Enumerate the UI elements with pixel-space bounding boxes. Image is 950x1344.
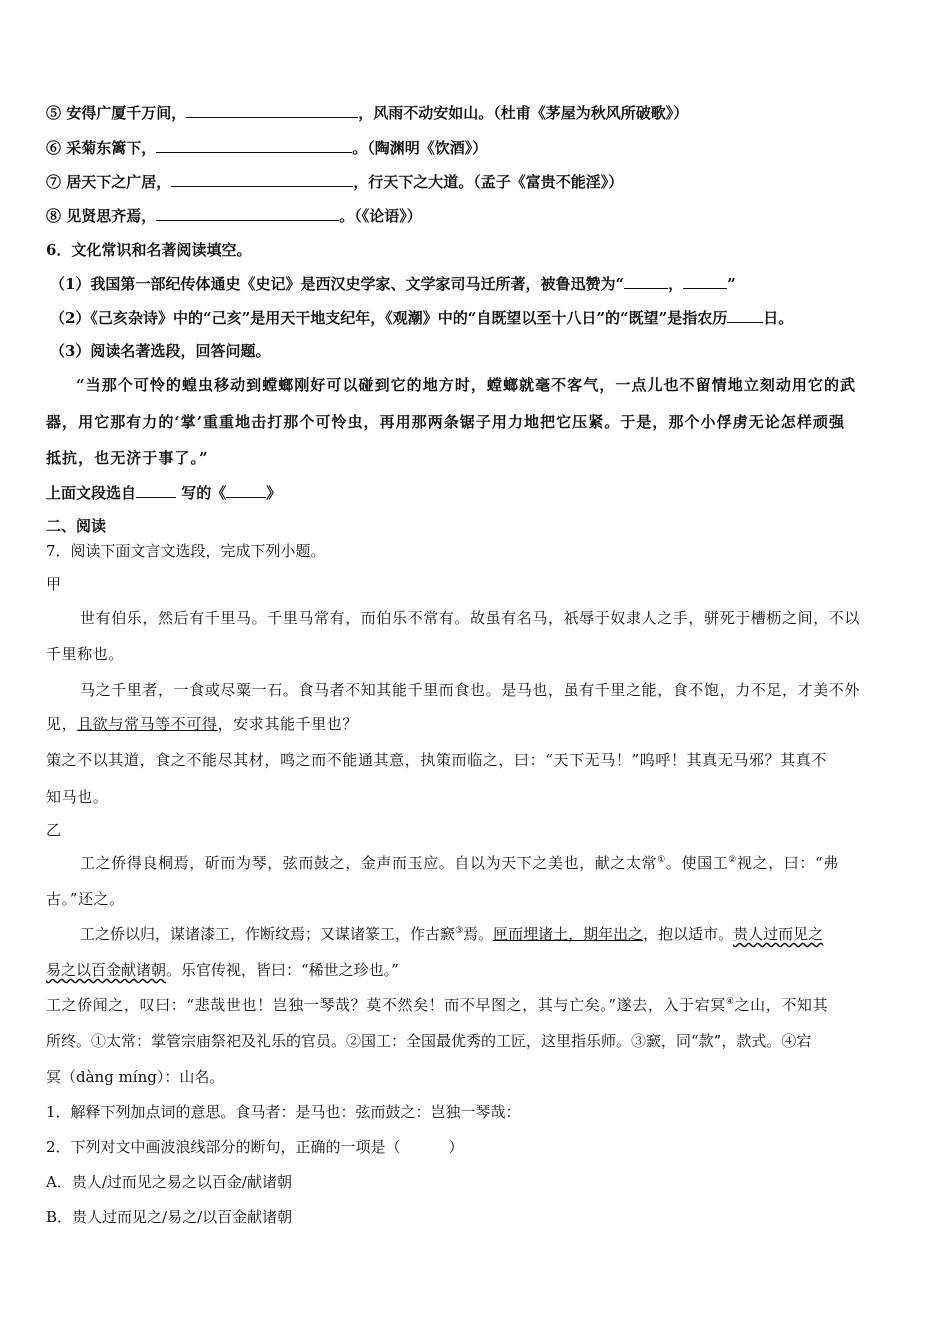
yi-text: 视之，曰：“弗 xyxy=(736,854,839,872)
section-heading: 二、阅读 xyxy=(46,517,107,535)
poem-line-7 xyxy=(46,171,623,192)
poem-5-text: ⑤ 安得广厦千万间， xyxy=(46,104,187,122)
q7-title: 7．阅读下面文言文选段，完成下列小题。 xyxy=(46,542,326,560)
yi-text: 。使国工 xyxy=(665,854,729,872)
answer-blank[interactable] xyxy=(683,273,727,289)
q6-title: 6．文化常识和名著阅读填空。 xyxy=(46,241,252,259)
poem-6-text: ⑥ 采菊东篱下， xyxy=(46,139,157,157)
yi-text: 工之侨以归，谋诸漆工，作断纹焉；又谋诸篆工，作古窾 xyxy=(80,925,456,943)
sub-question-2 xyxy=(46,1137,464,1157)
q6-quote-line-3: 抵抗，也无济于事了。” xyxy=(46,449,209,467)
answer-blank[interactable] xyxy=(624,273,668,289)
q6-source-close: 》 xyxy=(266,484,282,502)
jia-para1-line1: 世有伯乐，然后有千里马。千里马常有，而伯乐不常有。故虽有名马，祇辱于奴隶人之手，骈死于槽枥之间，不以 xyxy=(80,609,861,627)
answer-blank[interactable] xyxy=(727,307,763,323)
q6-part3: （3）阅读名著选段，回答问题。 xyxy=(50,342,271,360)
poem-8-source: 。（《论语》） xyxy=(339,207,422,225)
poem-8-text: ⑧ 见贤思齐焉， xyxy=(46,207,157,225)
yi-para3-line1 xyxy=(46,995,828,1015)
q6-quote-line-2: 器，用它那有力的‘掌’重重地击打那个可怜虫，再用那两条锯子用力地把它压紧。于是，那个小俘虏无论怎样顽强 xyxy=(46,413,845,431)
footnote-marker: ④ xyxy=(725,997,735,1007)
q6-part1-text: （1）我国第一部纪传体通史《史记》是西汉史学家、文学家司马迁所著，被鲁迅赞为“ xyxy=(50,275,625,293)
q6-source-line xyxy=(46,482,281,503)
wavy-underlined-phrase: 易之以百金献诸朝 xyxy=(46,961,167,979)
yi-para1-line2: 古。”还之。 xyxy=(46,890,125,908)
answer-blank[interactable] xyxy=(156,205,339,221)
poem-6-source: 。（陶渊明《饮酒》） xyxy=(352,139,488,157)
poem-7-source: ，行天下之大道。（孟子《富贵不能淫》） xyxy=(353,173,624,191)
poem-line-6 xyxy=(46,137,487,158)
yi-para2-line2 xyxy=(46,960,399,980)
q6-part1 xyxy=(50,273,736,294)
option-b[interactable]: B．贵人过而见之/易之/以百金献诸朝 xyxy=(46,1208,293,1226)
q6-source-mid: 写的《 xyxy=(176,484,227,502)
q6-part2-tail: 日。 xyxy=(763,309,794,327)
jia-para2-line1: 马之千里者，一食或尽粟一石。食马者不知其能千里而食也。是马也，虽有千里之能，食不饱，力不足，才美不外 xyxy=(80,681,861,699)
answer-blank[interactable] xyxy=(156,137,352,153)
yi-para3-line3: 冥（dàng míng）：山名。 xyxy=(46,1068,225,1086)
q6-part1-close: ” xyxy=(727,275,736,293)
poem-5-source: ，风雨不动安如山。（杜甫《茅屋为秋风所破歌》） xyxy=(358,104,689,122)
footnote-marker: ② xyxy=(728,855,737,865)
sub-question-1: 1．解释下列加点词的意思。食马者：是马也：弦而鼓之：岂独一琴哉： xyxy=(46,1103,521,1121)
answer-blank[interactable] xyxy=(226,482,266,498)
q6-part1-comma: ， xyxy=(668,275,684,293)
underlined-phrase: 且欲与常马等不可得 xyxy=(77,715,218,733)
jia-para3-line2: 知马也。 xyxy=(46,788,109,806)
jia-para1-line2: 千里称也。 xyxy=(46,645,125,663)
answer-blank[interactable] xyxy=(186,102,358,118)
option-a[interactable]: A．贵人/过而见之易之以百金/献诸朝 xyxy=(46,1173,292,1191)
passage-jia-label: 甲 xyxy=(46,575,62,593)
answer-blank[interactable] xyxy=(136,482,176,498)
yi-para2-line1 xyxy=(80,924,823,944)
jia-text: ，安求其能千里也？ xyxy=(217,715,359,733)
yi-text: 。乐官传视，皆曰：“稀世之珍也。” xyxy=(166,961,399,979)
poem-7-text: ⑦ 居天下之广居， xyxy=(46,173,172,191)
yi-para1-line1 xyxy=(80,853,839,873)
yi-text: 工之侨闻之，叹曰：“悲哉世也！岂独一琴哉？莫不然矣！而不早图之，其与亡矣。”遂去，入于宕冥 xyxy=(46,996,726,1014)
q6-quote-line-1: “当那个可怜的蝗虫移动到螳螂刚好可以碰到它的地方时，螳螂就毫不客气，一点儿也不留情地立刻动用它的武 xyxy=(76,376,857,394)
poem-line-8 xyxy=(46,205,422,226)
jia-para3-line1: 策之不以其道，食之不能尽其材，鸣之而不能通其意，执策而临之，曰：“天下无马！”呜呼！其真无马邪？其真不 xyxy=(46,751,827,769)
yi-text: 之山，不知其 xyxy=(734,996,829,1014)
passage-yi-label: 乙 xyxy=(46,821,62,839)
footnote-marker: ③ xyxy=(455,926,464,936)
sub-question-2-text: 2．下列对文中画波浪线部分的断句，正确的一项是（ xyxy=(46,1138,401,1156)
yi-para3-line2: 所终。①太常：掌管宗庙祭祀及礼乐的官员。②国工：全国最优秀的工匠，这里指乐师。③窾，同“款”，款式。④宕 xyxy=(46,1032,812,1050)
poem-line-5 xyxy=(46,102,688,123)
yi-text: ，抱以适市。 xyxy=(643,925,734,943)
yi-text: 工之侨得良桐焉，斫而为琴，弦而鼓之，金声而玉应。自以为天下之美也，献之太常 xyxy=(80,854,658,872)
wavy-underlined-phrase: 贵人过而见之 xyxy=(733,925,824,943)
jia-para2-line2 xyxy=(46,714,358,734)
yi-text: 焉。 xyxy=(463,925,494,943)
footnote-marker: ① xyxy=(657,855,666,865)
q6-part2-text: （2）《己亥杂诗》中的“己亥”是用天干地支纪年，《观潮》中的“自既望以至十八日”的“既望”是指农历 xyxy=(50,309,728,327)
jia-text: 见， xyxy=(46,715,78,733)
answer-blank[interactable] xyxy=(171,171,353,187)
sub-question-2-close: ） xyxy=(448,1138,464,1156)
underlined-phrase: 匣而埋诸土，期年出之 xyxy=(493,925,644,943)
q6-source-text: 上面文段选自 xyxy=(46,484,137,502)
q6-part2 xyxy=(50,307,793,328)
